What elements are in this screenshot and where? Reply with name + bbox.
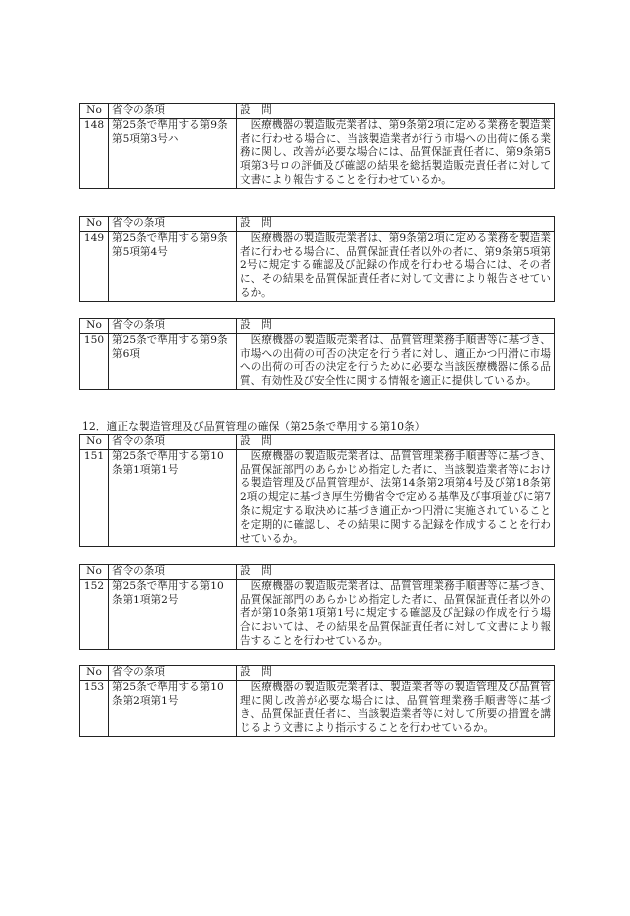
header-no: No [80, 319, 109, 334]
item-question: 医療機器の製造販売業者は、品質管理業務手順書等に基づき、品質保証部門のあらかじめ指定した者に、品質保証責任者以外の者が第10条第1項第1号に規定する確認及び記録の作成を行う場合においては、その結果を品質保証責任者に対して文書により報告することを行わせているか。 [237, 579, 555, 649]
item-question: 医療機器の製造販売業者は、品質管理業務手順書等に基づき、市場への出荷の可否の決定を行う者に対し、適正かつ円滑に市場への出荷の可否の決定を行うために必要な当該医療機器に係る品質、有効性及び安全性に関する情報を適正に提供しているか。 [237, 333, 555, 389]
item-question: 医療機器の製造販売業者は、製造業者等の製造管理及び品質管理に関し改善が必要な場合には、品質管理業務手順書等に基づき、品質保証責任者に、当該製造業者等に対して所要の措置を講じるよう文書により指示することを行わせているか。 [237, 680, 555, 736]
item-question: 医療機器の製造販売業者は、第9条第2項に定める業務を製造業者に行わせる場合に、当該製造業者が行う市場への出荷に係る業務に関し、改善が必要な場合には、品質保証責任者に、第9条第5項第3号ロの評価及び確認の結果を総括製造販売責任者に対して文書により報告することを行わせているか。 [237, 118, 555, 188]
item-article: 第25条で準用する第10条第1項第2号 [109, 579, 237, 649]
question-table-152 [79, 564, 555, 650]
header-article: 省令の条項 [109, 666, 237, 681]
item-question: 医療機器の製造販売業者は、第9条第2項に定める業務を製造業者に行わせる場合に、品質保証責任者以外の者に、第9条第5項第2号に規定する確認及び記録の作成を行わせる場合には、その者に、その結果を品質保証責任者に対して文書により報告させているか。 [237, 231, 555, 301]
question-table-151 [79, 434, 555, 547]
header-question: 設 問 [237, 104, 555, 119]
header-question: 設 問 [237, 565, 555, 580]
table-row [80, 231, 555, 301]
table-header-row [80, 565, 555, 580]
header-question: 設 問 [237, 435, 555, 450]
header-article: 省令の条項 [109, 565, 237, 580]
header-no: No [80, 666, 109, 681]
item-article: 第25条で準用する第9条第6項 [109, 333, 237, 389]
item-no: 153 [80, 680, 109, 736]
section-heading: 12．適正な製造管理及び品質管理の確保（第25条で準用する第10条） [82, 420, 426, 433]
question-table-148 [79, 103, 555, 189]
item-article: 第25条で準用する第9条第5項第3号ハ [109, 118, 237, 188]
header-article: 省令の条項 [109, 217, 237, 232]
header-article: 省令の条項 [109, 435, 237, 450]
header-question: 設 問 [237, 319, 555, 334]
item-no: 149 [80, 231, 109, 301]
table-header-row [80, 435, 555, 450]
header-article: 省令の条項 [109, 319, 237, 334]
item-no: 152 [80, 579, 109, 649]
table-row [80, 579, 555, 649]
table-header-row [80, 217, 555, 232]
header-no: No [80, 565, 109, 580]
header-no: No [80, 217, 109, 232]
question-table-153 [79, 665, 555, 737]
header-question: 設 問 [237, 666, 555, 681]
table-row [80, 333, 555, 389]
item-article: 第25条で準用する第10条第1項第1号 [109, 449, 237, 547]
header-article: 省令の条項 [109, 104, 237, 119]
item-article: 第25条で準用する第9条第5項第4号 [109, 231, 237, 301]
table-row [80, 449, 555, 547]
question-table-150 [79, 318, 555, 390]
question-table-149 [79, 216, 555, 302]
table-row [80, 680, 555, 736]
header-no: No [80, 104, 109, 119]
item-no: 148 [80, 118, 109, 188]
item-article: 第25条で準用する第10条第2項第1号 [109, 680, 237, 736]
table-header-row [80, 319, 555, 334]
table-header-row [80, 666, 555, 681]
item-no: 151 [80, 449, 109, 547]
item-question: 医療機器の製造販売業者は、品質管理業務手順書等に基づき、品質保証部門のあらかじめ指定した者に、当該製造業者等における製造管理及び品質管理が、法第14条第2項第4号及び第18条第2項の規定に基づき厚生労働省令で定める基準及び事項並びに第7条に規定する取決めに基づき適正かつ円滑に実施されていることを定期的に確認し、その結果に関する記録を作成することを行わせているか。 [237, 449, 555, 547]
header-question: 設 問 [237, 217, 555, 232]
table-row [80, 118, 555, 188]
header-no: No [80, 435, 109, 450]
table-header-row [80, 104, 555, 119]
item-no: 150 [80, 333, 109, 389]
